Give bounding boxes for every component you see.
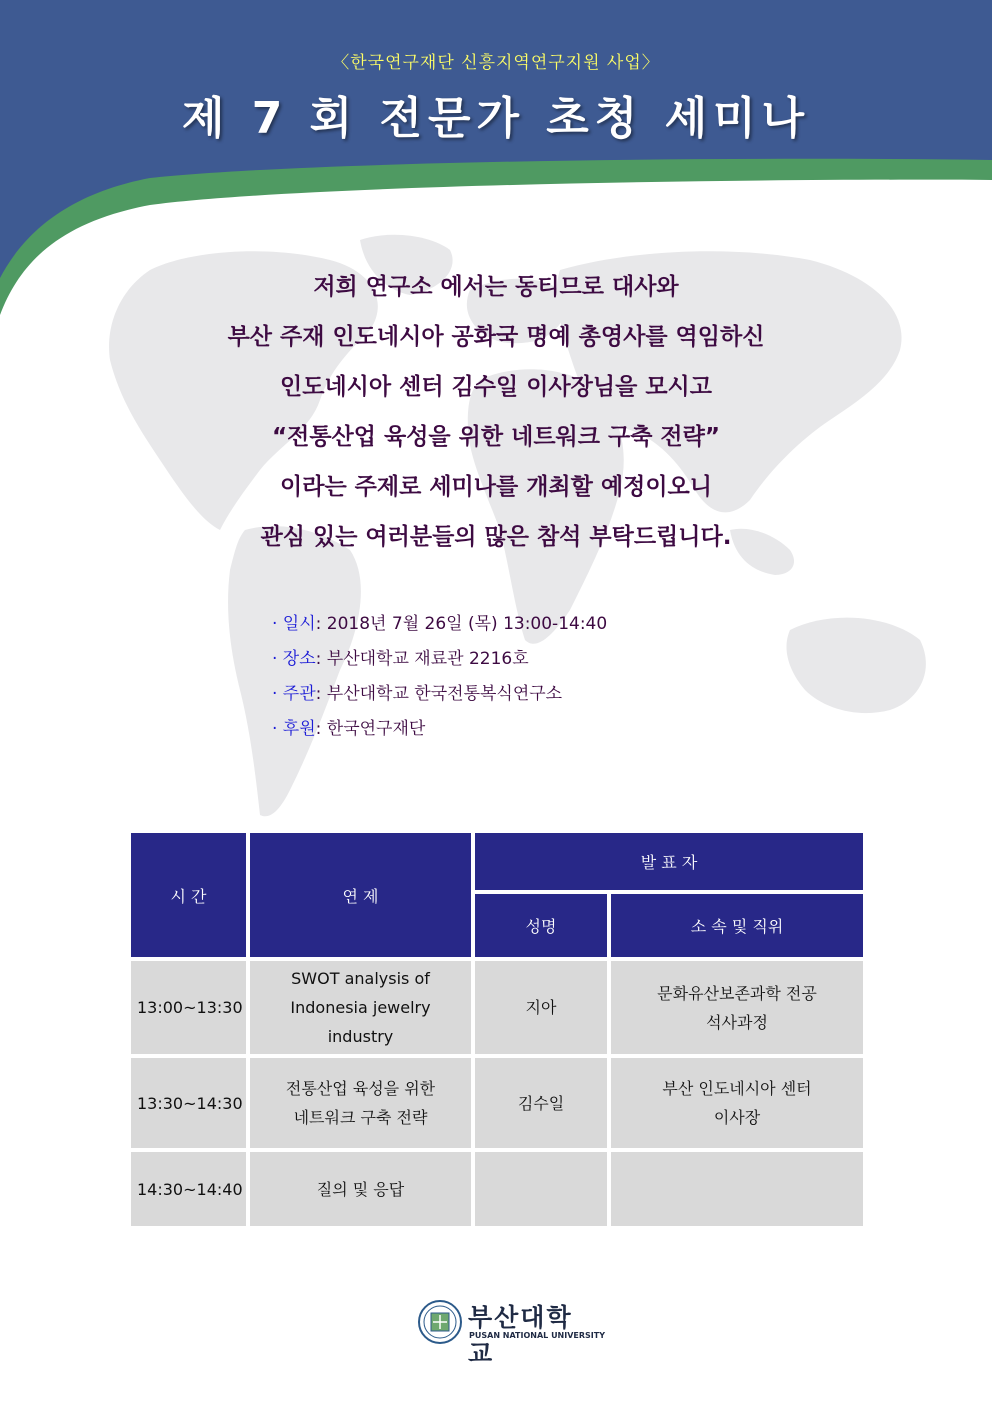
header-time: 시 간 [131,833,246,957]
event-details [272,610,607,750]
university-name-english: PUSAN NATIONAL UNIVERSITY [469,1331,606,1340]
intro-line: 관심 있는 여러분들의 많은 참석 부탁드립니다. [260,524,732,550]
intro-line: 부산 주재 인도네시아 공화국 명예 총영사를 역임하신 [227,324,765,350]
detail-sponsor: · 후원: 한국연구재단 [272,719,426,739]
detail-date: · 일시: 2018년 7월 26일 (목) 13:00-14:40 [272,614,608,634]
detail-organizer: · 주관: 부산대학교 한국전통복식연구소 [272,684,563,704]
intro-paragraph [0,262,992,562]
university-emblem-icon [418,1300,462,1344]
row-affiliation: 부산 인도네시아 센터 이사장 [611,1058,863,1148]
header-topic: 연 제 [250,833,471,957]
row-time: 13:30~14:30 [131,1058,246,1148]
header-affiliation: 소 속 및 직위 [611,894,863,957]
row-time: 14:30~14:40 [131,1152,246,1226]
intro-line: 저희 연구소 에서는 동티므로 대사와 [313,274,679,300]
header-name: 성명 [475,894,607,957]
intro-line: 인도네시아 센터 김수일 이사장님을 모시고 [280,374,712,400]
row-topic: 질의 및 응답 [250,1152,471,1226]
row-affiliation [611,1152,863,1226]
table-row [131,1152,863,1226]
row-name: 김수일 [475,1058,607,1148]
header-presenter: 발 표 자 [475,833,863,890]
row-name: 지아 [475,961,607,1054]
intro-line: “전통산업 육성을 위한 네트워크 구축 전략” [272,424,720,450]
university-name: 부산대학교 [468,1303,573,1368]
seminar-title: 제 7 회 전문가 초청 세미나 [181,93,811,144]
university-logo [418,1298,606,1368]
schedule-table [127,829,867,1230]
row-topic: 전통산업 육성을 위한 네트워크 구축 전략 [250,1058,471,1148]
intro-line: 이라는 주제로 세미나를 개최할 예정이오니 [280,474,712,500]
table-row [131,1058,863,1148]
row-topic: SWOT analysis of Indonesia jewelry industry [250,961,471,1054]
detail-venue: · 장소: 부산대학교 재료관 2216호 [272,649,529,669]
row-affiliation: 문화유산보존과학 전공 석사과정 [611,961,863,1054]
row-name [475,1152,607,1226]
row-time: 13:00~13:30 [131,961,246,1054]
program-subtitle: 〈한국연구재단 신흥지역연구지원 사업〉 [332,53,660,73]
table-row [131,961,863,1054]
